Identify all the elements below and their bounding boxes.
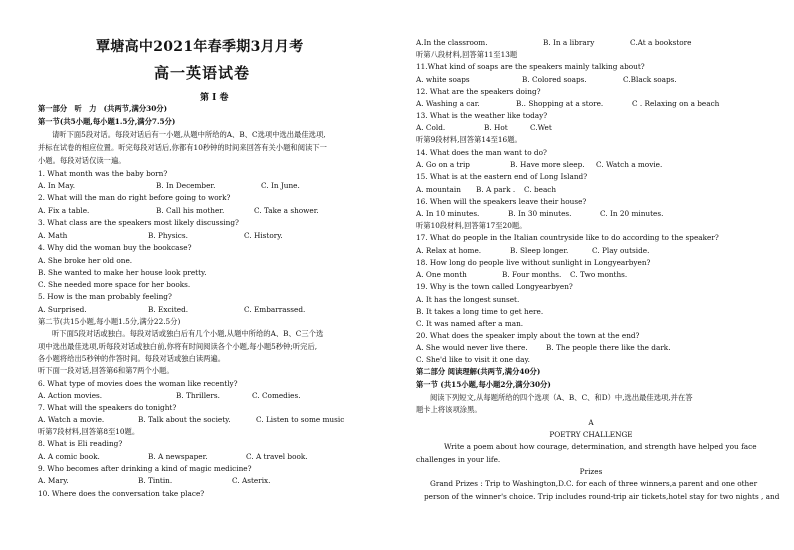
option-b: B. Have more sleep. [510, 160, 585, 169]
option-c: C. Embarrassed. [244, 305, 306, 314]
listening-note: 听下面一段对话,回答第6和第7两个小题。 [38, 366, 174, 375]
passage-text: challenges in your life. [416, 455, 501, 464]
question-stem: 10. Where does the conversation take place? [38, 489, 205, 498]
question-stem: 1. What month was the baby born? [38, 169, 168, 178]
instruction-line: 并标在试卷的相应位置。听完每段对话后,你都有10秒钟的时间来回答有关小题和阅读下一 [38, 143, 327, 152]
passage-letter: A [588, 418, 594, 427]
option-b: B. Sleep longer. [510, 246, 569, 255]
instruction-line: 阅读下列短文,从每题所给的四个选项（A、B、C、和D）中,选出最佳选项,并在答 [430, 393, 693, 402]
option-b: B. Physics. [148, 231, 188, 240]
question-stem: 15. What is at the eastern end of Long Island? [416, 172, 588, 181]
question-stem: 13. What is the weather like today? [416, 111, 548, 120]
option-b: B. Talk about the society. [138, 415, 231, 424]
question-stem: 11.What kind of soaps are the speakers mainly talking about? [416, 62, 645, 71]
option-b: B. Tintin. [138, 476, 173, 485]
option-c: C.At a bookstore [630, 38, 692, 47]
option-c: C. A travel book. [246, 452, 308, 461]
option-c: C. She'd like to visit it one day. [416, 355, 530, 364]
option-b: B. In December. [156, 181, 216, 190]
question-stem: 6. What type of movies does the woman like recently? [38, 379, 238, 388]
option-a: A. One month [416, 270, 467, 279]
option-a: A. Go on a trip [416, 160, 470, 169]
question-stem: 17. What do people in the Italian countryside like to do according to the speaker? [416, 233, 719, 242]
question-stem: 18. How long do people live without sunlight in Longyearbyen? [416, 258, 651, 267]
option-c: C. She needed more space for her books. [38, 280, 191, 289]
option-b: B. In a library [543, 38, 595, 47]
option-c: C.Black soaps. [623, 75, 677, 84]
option-a: A. Surprised. [38, 305, 87, 314]
instruction-line: 听下面5段对话或独白。每段对话或独白后有几个小题,从题中所给的A、B、C三个选 [52, 329, 324, 338]
question-stem: 5. How is the man probably feeling? [38, 292, 172, 301]
option-c: C. In June. [261, 181, 300, 190]
listening-note: 听第7段材料,回答第8至10题。 [38, 427, 140, 436]
option-c: C. In 20 minutes. [600, 209, 664, 218]
question-stem: 9. Who becomes after drinking a kind of magic medicine? [38, 464, 252, 473]
question-stem: 12. What are the speakers doing? [416, 87, 541, 96]
option-c: C. Asterix. [232, 476, 271, 485]
option-c: C. Take a shower. [254, 206, 319, 215]
option-b: B. Excited. [148, 305, 189, 314]
option-a: A. Math [38, 231, 68, 240]
option-c: C. Play outside. [592, 246, 650, 255]
option-b: B. A park . [476, 185, 516, 194]
option-c: C. Two months. [570, 270, 628, 279]
question-stem: 4. Why did the woman buy the bookcase? [38, 243, 192, 252]
part2-heading: 第二部分 阅读理解(共两节,满分40分) [416, 367, 541, 376]
option-a: A. white soaps [416, 75, 470, 84]
option-a: A. In 10 minutes. [416, 209, 480, 218]
option-b: B.. Shopping at a store. [516, 99, 604, 108]
option-a: A. mountain [416, 185, 461, 194]
instruction-line: 项中选出最佳选项,听每段对话或独白前,你将有时间阅读各个小题,每小题5秒钟;听完后, [38, 342, 318, 351]
part1-heading: 第一部分 听 力 (共两节,满分30分) [38, 104, 168, 113]
option-a: A. Action movies. [38, 391, 103, 400]
option-a: A. Mary. [38, 476, 69, 485]
option-b: B. Four months. [502, 270, 562, 279]
option-b: B. Thrillers. [176, 391, 220, 400]
option-c: C. beach [524, 185, 557, 194]
option-a: A. She broke her old one. [38, 256, 133, 265]
option-b: B. A newspaper. [148, 452, 208, 461]
option-b: B. Call his mother. [156, 206, 225, 215]
option-a: A. Relax at home. [416, 246, 482, 255]
section2-heading: 第二节(共15小题,每小题1.5分,满分22.5分) [38, 317, 181, 326]
option-b: B. She wanted to make her house look pretty. [38, 268, 207, 277]
instruction-line: 题卡上将该项涂黑。 [416, 405, 482, 414]
option-b: B. The people there like the dark. [546, 343, 671, 352]
passage-title: POETRY CHALLENGE [549, 430, 633, 439]
question-stem: 14. What does the man want to do? [416, 148, 547, 157]
question-stem: 2. What will the man do right before going to work? [38, 193, 231, 202]
question-stem: 19. Why is the town called Longyearbyen? [416, 282, 573, 291]
option-a: A. Watch a movie. [38, 415, 105, 424]
option-b: B. Hot [484, 123, 508, 132]
option-a: A. It has the longest sunset. [416, 295, 520, 304]
question-stem: 7. What will the speakers do tonight? [38, 403, 177, 412]
question-stem: 8. What is Eli reading? [38, 439, 123, 448]
option-b: B. In 30 minutes. [508, 209, 572, 218]
option-a: A. Washing a car. [416, 99, 480, 108]
option-a: A. Cold. [416, 123, 446, 132]
option-c: C. Comedies. [252, 391, 301, 400]
section1-heading: 第一节(共5小题,每小题1.5分,满分7.5分) [38, 117, 176, 126]
prizes-heading: Prizes [579, 467, 603, 476]
listening-note: 听第10段材料,回答第17至20题。 [416, 221, 527, 230]
option-a: A. In May. [38, 181, 76, 190]
listening-note: 听第八段材料,回答第11至13题 [416, 50, 518, 59]
question-stem: 20. What does the speaker imply about the town at the end? [416, 331, 640, 340]
question-stem: 3. What class are the speakers most likely discussing? [38, 218, 239, 227]
question-stem: 16. When will the speakers leave their house? [416, 197, 587, 206]
instruction-line: 各小题将给出5秒钟的作答时间。每段对话或独白读两遍。 [38, 354, 226, 363]
option-c: C.Wet [530, 123, 552, 132]
option-c: C . Relaxing on a beach [632, 99, 720, 108]
option-a: A.In the classroom. [416, 38, 488, 47]
volume-label: 第 I 卷 [200, 93, 229, 103]
option-a: A. Fix a table. [38, 206, 90, 215]
option-b: B. Colored soaps. [522, 75, 587, 84]
listening-note: 听第9段材料,回答第14至16题。 [416, 135, 522, 144]
option-b: B. It takes a long time to get here. [416, 307, 544, 316]
option-c: C. Watch a movie. [596, 160, 663, 169]
passage-text: person of the winner's choice. Trip includes round-trip air tickets,hotel stay for two nights , and [424, 492, 780, 501]
exam-title-line1: 覃塘高中2021年春季期3月月考 [96, 39, 304, 55]
exam-title-line2: 高一英语试卷 [154, 64, 251, 82]
instruction-line: 小题。每段对话仅读一遍。 [38, 156, 126, 165]
option-c: C. It was named after a man. [416, 319, 524, 328]
option-a: A. She would never live there. [416, 343, 528, 352]
passage-text: Write a poem about how courage, determination, and strength have helped you face [444, 442, 757, 451]
option-c: C. Listen to some music [256, 415, 345, 424]
option-a: A. A comic book. [38, 452, 100, 461]
passage-text: Grand Prizes : Trip to Washington,D.C. for each of three winners,a parent and one other [430, 479, 758, 488]
part2-section1-heading: 第一节 (共15小题,每小题2分,满分30分) [416, 380, 551, 389]
instruction-line: 请听下面5段对话。每段对话后有一小题,从题中所给的A、B、C选项中选出最佳选项, [52, 130, 326, 139]
option-c: C. History. [244, 231, 283, 240]
